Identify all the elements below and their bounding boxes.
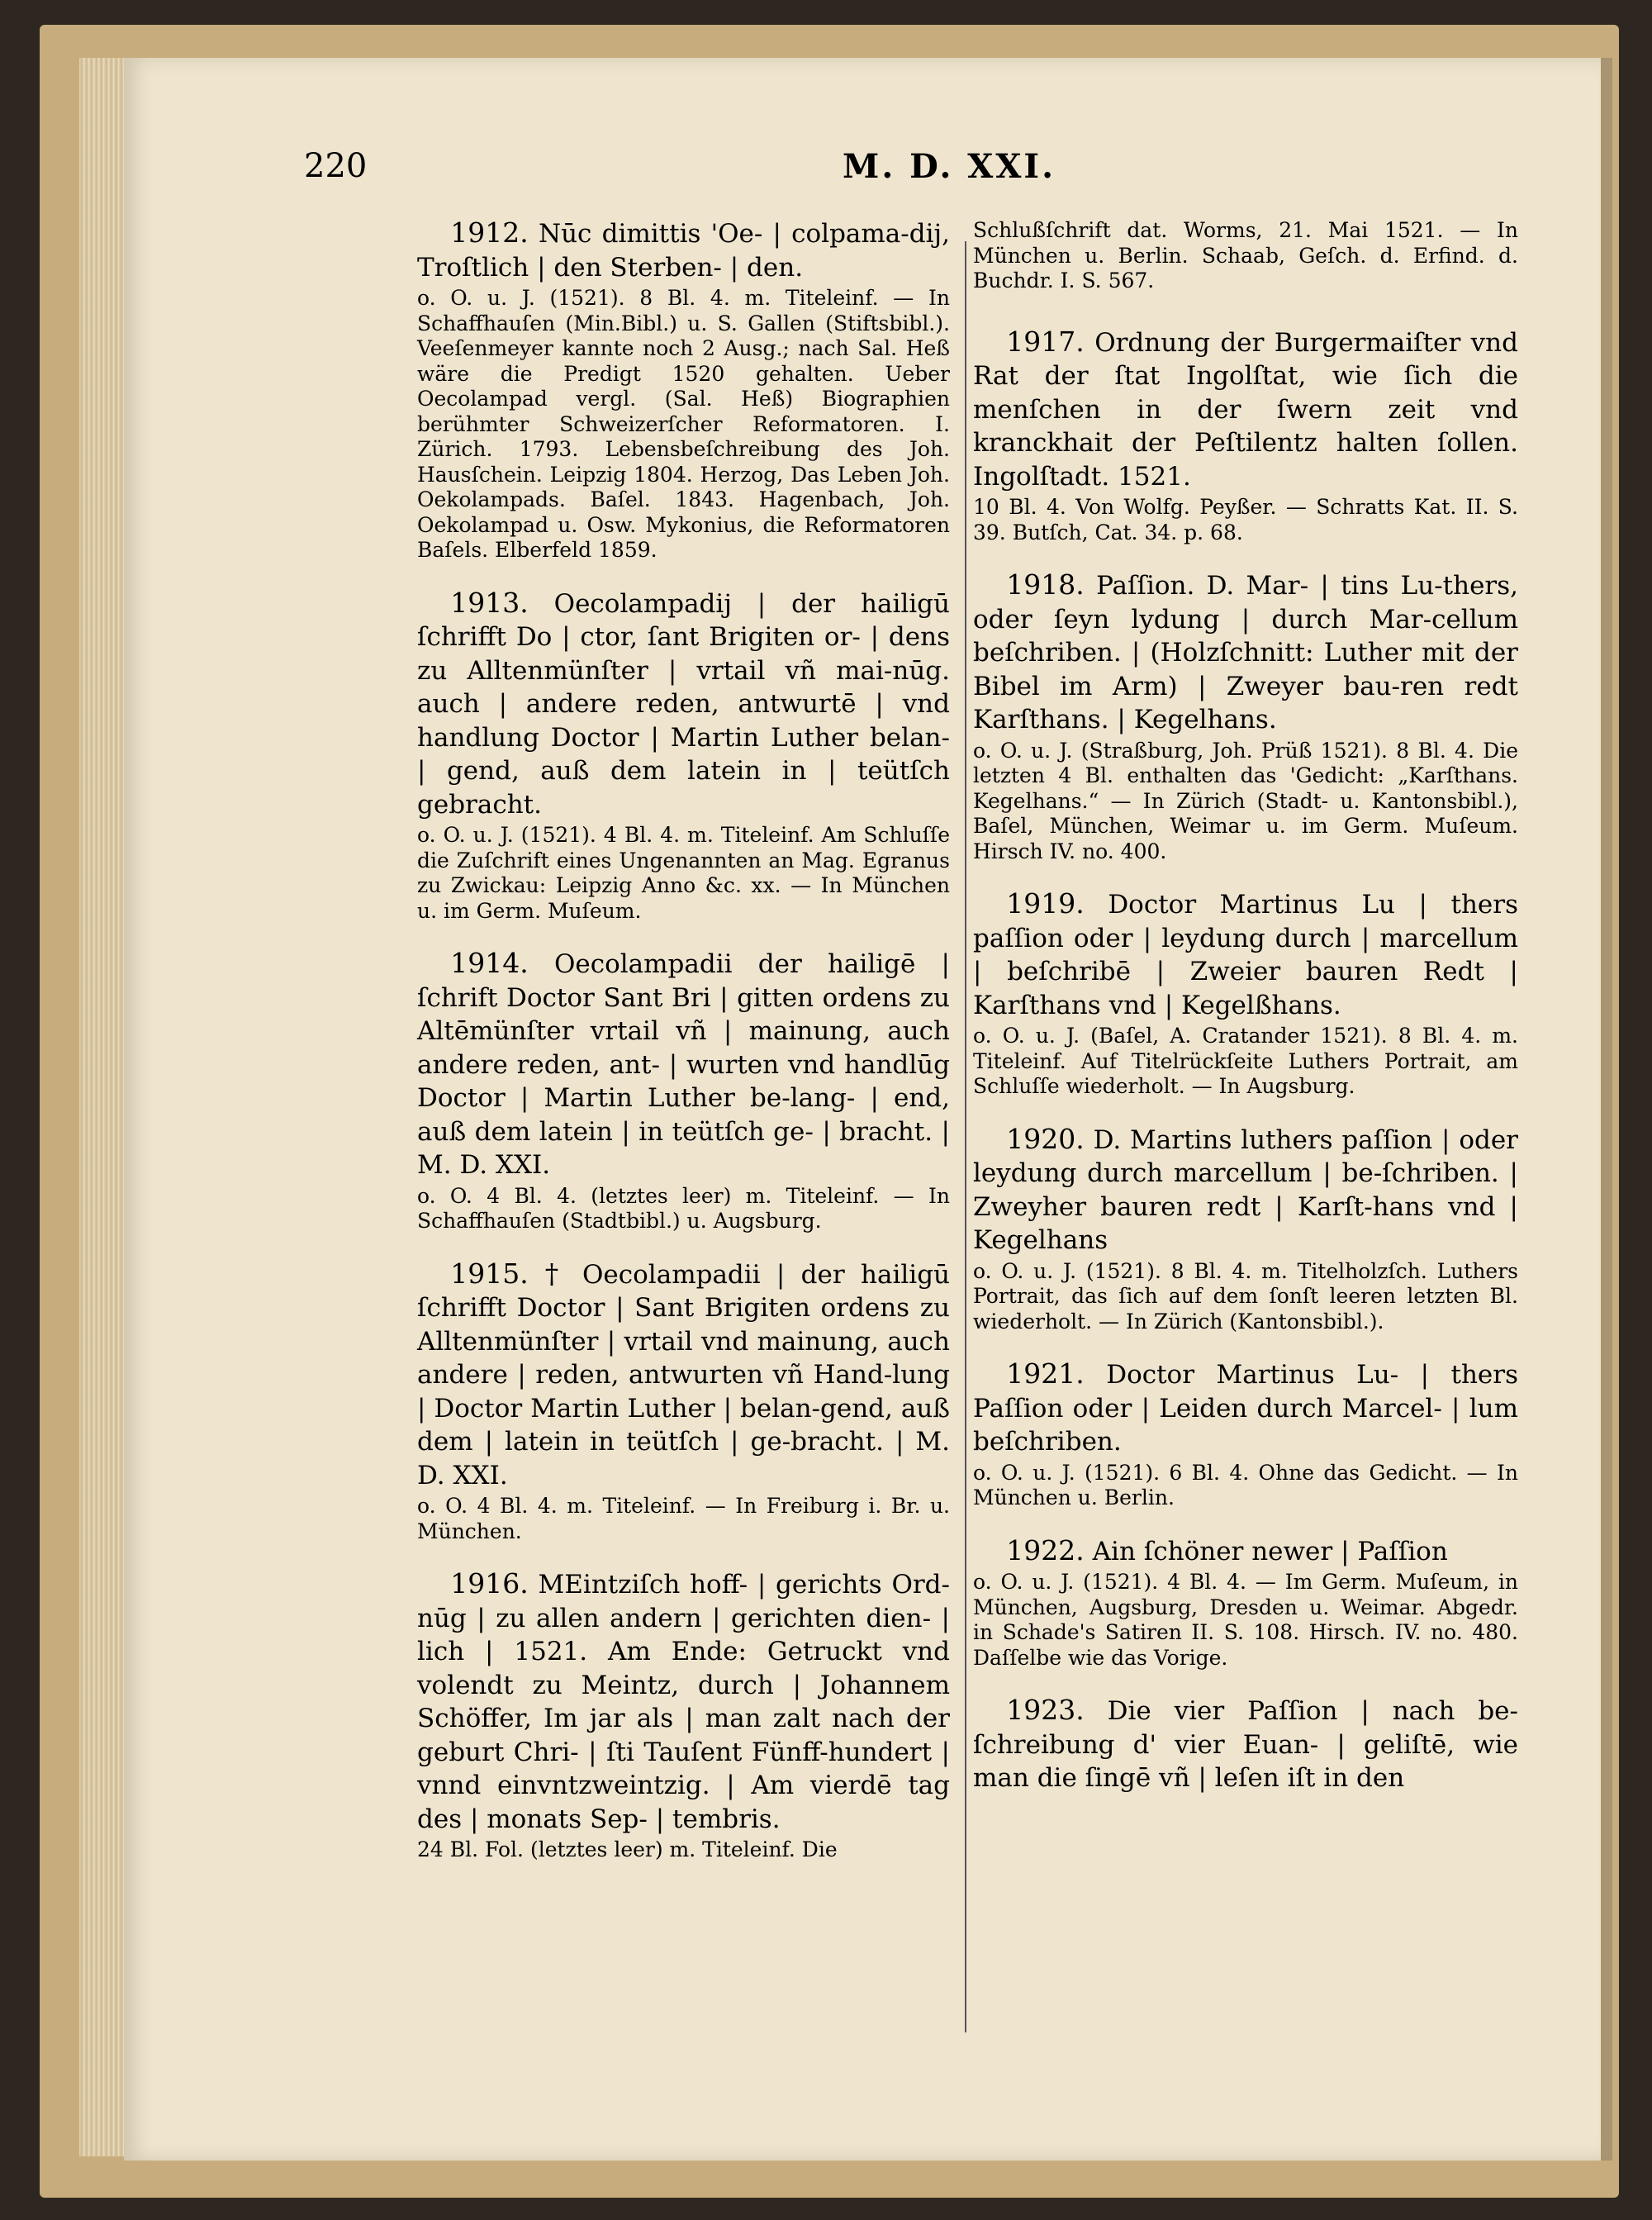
right-column <box>973 216 1518 1818</box>
entry-note: o. O. u. J. (1521). 4 Bl. 4. — Im Germ. Muſeum, in München, Augsburg, Dresden u. Weimar. Abgedr. in Schade's Satiren II. S. 108. Hirsch. IV. no. 480. Daſſelbe wie das Vorige. <box>973 1570 1518 1670</box>
entry-title <box>973 887 1518 1022</box>
bibliography-entry <box>973 326 1518 546</box>
entry-number: 1922. <box>1006 1533 1085 1566</box>
entry-number: 1914. <box>450 947 529 979</box>
entry-note: o. O. u. J. (1521). 4 Bl. 4. m. Titeleinf. Am Schluſſe die Zuſchrift eines Ungenannten an Mag. Egranus zu Zwickau: Leipzig Anno &c. xx. — In München u. im Germ. Muſeum. <box>417 823 950 923</box>
entry-note: 24 Bl. Fol. (letztes leer) m. Titeleinf. Die <box>417 1837 838 1861</box>
page-header <box>304 147 1056 188</box>
entry-note: o. O. u. J. (1521). 6 Bl. 4. Ohne das Gedicht. — In München u. Berlin. <box>973 1460 1518 1509</box>
bibliography-entry <box>417 216 950 563</box>
bibliography-entry <box>973 1534 1518 1671</box>
entry-note: o. O. u. J. (1521). 8 Bl. 4. m. Titelholzſch. Luthers Portrait, das ſich auf dem ſonſt leeren letzten Bl. wiederholt. — In Zürich (Kantonsbibl.). <box>973 1258 1518 1333</box>
bibliography-entry <box>973 1694 1518 1795</box>
entry-note: o. O. 4 Bl. 4. (letztes leer) m. Titeleinf. — In Schaffhauſen (Stadtbibl.) u. Augsburg. <box>417 1183 950 1233</box>
entry-title-text: Oecolampadij | der hailigū ſchrifft Do | ctor, ſant Brigiten or- | dens zu Alltenmünſter | vrtail vñ mai-nūg. auch | andere reden, antwurtē | vnd handlung Doctor | Martin Luther belan- | gend, auß dem latein in | teütſch gebracht. <box>417 588 950 820</box>
continuation-note: Schlußſchrift dat. Worms, 21. Mai 1521. — In München u. Berlin. Schaab, Geſch. d. Erfind. d. Buchdr. I. S. 567. <box>973 218 1518 292</box>
page-edge-right <box>1601 58 1612 2161</box>
bibliography-entry <box>973 887 1518 1100</box>
entry-title-text: Oecolampadii der hailigē | ſchrift Doctor Sant Bri | gitten ordens zu Altēmünſter vrtail vñ | mainung, auch andere reden, ant- | wurten vnd handlūg Doctor | Martin Luther be-lang- | end, auß dem latein | in teütſch ge- | bracht. | M. D. XXI. <box>417 949 950 1180</box>
entry-title <box>417 216 950 284</box>
entry-title <box>973 1357 1518 1459</box>
entry-title <box>973 568 1518 737</box>
entry-title <box>973 326 1518 494</box>
entry-title <box>417 947 950 1182</box>
entry-number: 1920. <box>1006 1122 1085 1155</box>
bibliography-entry <box>417 947 950 1234</box>
page-number: 220 <box>304 147 368 185</box>
entry-title <box>417 1257 950 1493</box>
entry-number: 1916. <box>450 1567 529 1600</box>
entry-note: o. O. 4 Bl. 4. m. Titeleinf. — In Freiburg i. Br. u. München. <box>417 1494 950 1543</box>
entry-title-text: Doctor Martinus Lu- | thers Paſſion oder | Leiden durch Marcel- | lum beſchriben. <box>973 1360 1518 1457</box>
entry-title-text: Die vier Paſſion | nach be-ſchreibung d' vier Euan- | geliſtē, wie man die ſingē vñ | leſen iſt in den <box>973 1696 1518 1793</box>
entry-note: 10 Bl. 4. Von Wolfg. Peyßer. — Schratts Kat. II. S. 39. Butſch, Cat. 34. p. 68. <box>973 495 1518 544</box>
column-divider <box>965 241 966 2032</box>
entry-title-text: Nūc dimittis 'Oe- | colpama-dij, Troſtlich | den Sterben- | den. <box>417 219 950 283</box>
running-head: M. D. XXI. <box>843 147 1056 186</box>
entry-note: o. O. u. J. (Baſel, A. Cratander 1521). 8 Bl. 4. m. Titeleinf. Auf Titelrückſeite Luthers Portrait, am Schluſſe wiederholt. — In Augsburg. <box>973 1024 1518 1098</box>
entry-number: 1923. <box>1006 1694 1085 1726</box>
page-stack-edge <box>79 58 127 2156</box>
bibliography-entry <box>973 568 1518 864</box>
bibliography-entry <box>973 1123 1518 1335</box>
entry-number: 1919. <box>1006 887 1085 920</box>
bibliography-entry <box>417 1567 950 1863</box>
bibliography-entry <box>973 1357 1518 1511</box>
entry-title-text: Ordnung der Burgermaiſter vnd Rat der ſtat Ingolſtat, wie ſich die menſchen in der ſwern zeit vnd kranckhait der Peſtilentz halten ſollen. Ingolſtadt. 1521. <box>973 327 1518 492</box>
entry-number: 1921. <box>1006 1357 1085 1390</box>
entry-title-text: Doctor Martinus Lu | thers paſſion oder | leydung durch | marcellum | beſchribē | Zweier bauren Redt | Karſthans vnd | Kegelßhans. <box>973 890 1518 1020</box>
entry-title <box>417 587 950 822</box>
entry-title <box>417 1567 950 1836</box>
entry-title <box>973 1123 1518 1257</box>
entry-note: o. O. u. J. (1521). 8 Bl. 4. m. Titeleinf. — In Schaffhauſen (Min.Bibl.) u. S. Gallen (Stiftsbibl.). Veeſenmeyer kannte noch 2 Ausg.; nach Sal. Heß wäre die Predigt 1520 gehalten. Ueber Oecolampad vergl. (Sal. Heß) Biographien berühmter Schweizerſcher Reformatoren. I. Zürich. 1793. Lebensbeſchreibung des Joh. Hausſchein. Leipzig 1804. Herzog, Das Leben Joh. Oekolampads. Baſel. 1843. Hagenbach, Joh. Oekolampad u. Osw. Mykonius, die Reformatoren Baſels. Elberfeld 1859. <box>417 286 950 562</box>
entry-number: 1917. <box>1006 325 1085 358</box>
entry-note: o. O. u. J. (Straßburg, Joh. Prüß 1521). 8 Bl. 4. Die letzten 4 Bl. enthalten das 'Gedicht: „Karſthans. Kegelhans.“ — In Zürich (Stadt- u. Kantonsbibl.), Baſel, München, Weimar u. im Germ. Muſeum. Hirsch IV. no. 400. <box>973 738 1518 863</box>
bibliography-entry <box>417 587 950 925</box>
entry-number: 1918. <box>1006 568 1085 601</box>
entry-title-text: D. Martins luthers paſſion | oder leydung durch marcellum | be-ſchriben. | Zweyher bauren redt | Karſt-hans vnd | Kegelhans <box>973 1124 1518 1255</box>
entry-title-text: MEintziſch hoff- | gerichts Ord-nūg | zu allen andern | gerichten dien- | lich | 1521. Am Ende: Getruckt vnd volendt zu Meintz, durch | Johannem Schöffer, Im jar als | man zalt nach der geburt Chri- | ſti Tauſent Fünff-hundert | vnnd einvntzweintzig. | Am vierdē tag des | monats Sep- | tembris. <box>417 1570 950 1834</box>
entry-number: 1912. <box>450 216 529 249</box>
entry-title-text: Ain ſchöner newer | Paſſion <box>1092 1536 1448 1566</box>
bibliography-entry <box>417 1257 950 1545</box>
entry-title <box>973 1694 1518 1795</box>
entry-title-text: Oecolampadii | der hailigū ſchrifft Doctor | Sant Brigiten ordens zu Alltenmünſter | vrtail vnd mainung, auch andere | reden, antwurten vñ Hand-lung | Doctor Martin Luther | belan-gend, auß dem | latein in teütſch | ge-bracht. | M. D. XXI. <box>417 1259 950 1490</box>
entry-number: 1913. <box>450 586 529 619</box>
left-column <box>417 216 950 1886</box>
entry-title-text: Paſſion. D. Mar- | tins Lu-thers, oder ſeyn lydung | durch Mar-cellum beſchriben. | (Holzſchnitt: Luther mit der Bibel im Arm) | Zweyer bau-ren redt Karſthans. | Kegelhans. <box>973 571 1519 734</box>
entry-number: 1915. † <box>450 1257 567 1290</box>
entry-title <box>973 1534 1518 1569</box>
